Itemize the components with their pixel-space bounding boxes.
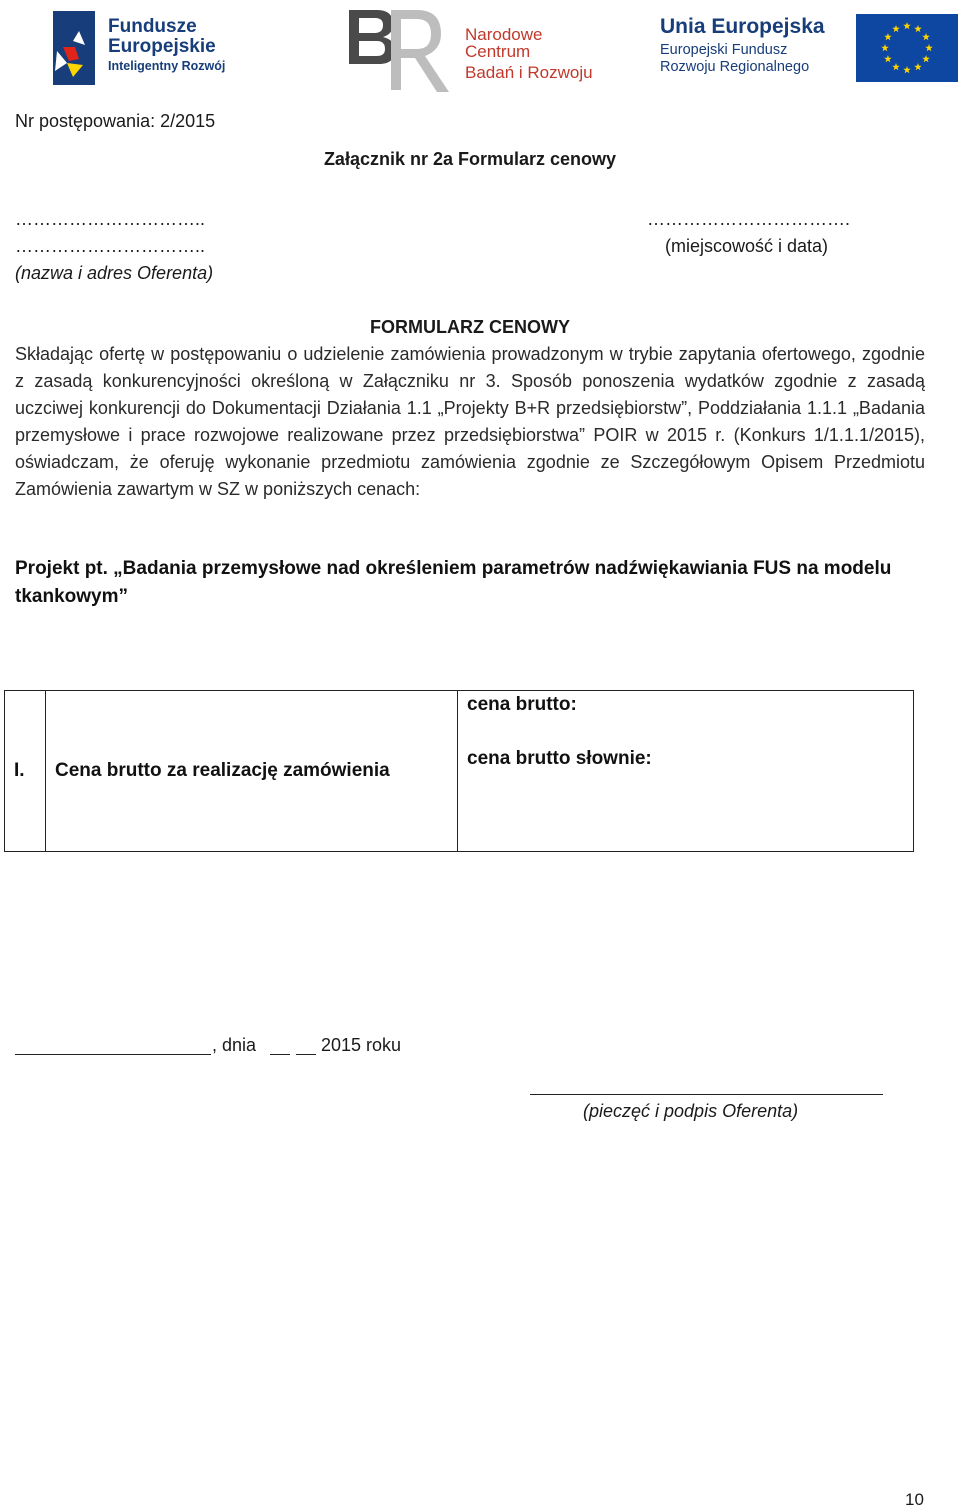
month-blank-line xyxy=(296,1054,316,1055)
price-table xyxy=(4,690,914,852)
fundusze-europejskie-mark-icon xyxy=(53,11,95,85)
eu-flag-icon xyxy=(856,14,958,82)
page-number: 10 xyxy=(905,1490,924,1509)
stamp-signature-label: (pieczęć i podpis Oferenta) xyxy=(583,1101,799,1121)
annex-title: Załącznik nr 2a Formularz cenowy xyxy=(323,149,617,169)
place-date-label: (miejscowość i data) xyxy=(665,236,829,256)
fe-logo-line1: Fundusze xyxy=(108,16,197,37)
eu-logo-line3: Rozwoju Regionalnego xyxy=(660,58,810,75)
ncbr-logo xyxy=(345,4,605,94)
year-text: 2015 roku xyxy=(321,1035,402,1055)
day-blank-line xyxy=(270,1054,290,1055)
gross-price-label: cena brutto: xyxy=(467,694,577,715)
price-table-price-cell[interactable] xyxy=(457,691,913,851)
form-declaration-paragraph: Składając ofertę w postępowaniu o udzielenie zamówienia prowadzonym w trybie zapytania ofertowego, zgodnie z zasadą konkurencyjności określoną w Załączniku nr 3. Sposób ponoszenia wydatków zgodnie z zasadą uczciwej konkurencji do Dokumentacji Działania 1.1 „Projekty B+R przedsiębiorstw”, Poddziałania 1.1.1 „Badania przemysłowe i prace rozwojowe realizowane przez przedsiębiorstwa” POIR w 2015 r. (Konkurs 1/1.1.1/2015), oświadczam, że oferuję wykonanie przedmiotu zamówienia zgodnie ze Szczegółowym Opisem Przedmiotu Zamówienia zawartym w SZ w poniższych cenach: xyxy=(15,344,925,499)
place-signature-line xyxy=(15,1054,211,1055)
fundusze-europejskie-logo xyxy=(50,8,245,86)
eu-logo-line2: Europejski Fundusz xyxy=(660,42,788,58)
proceeding-number: Nr postępowania: 2/2015 xyxy=(15,111,216,131)
place-date-dots: ……………………………. xyxy=(647,209,851,229)
price-table-number-cell xyxy=(5,691,46,851)
ncbr-logo-line2: Badań i Rozwoju xyxy=(465,63,593,82)
fe-logo-line3: Inteligentny Rozwój xyxy=(108,59,226,73)
bidder-dots-line1: ………………………….. xyxy=(15,209,206,229)
ncbr-logo-line1: Narodowe Centrum xyxy=(465,25,543,61)
form-title: FORMULARZ CENOWY xyxy=(370,317,570,337)
price-table-description: Cena brutto za realizację zamówienia xyxy=(55,760,390,781)
bidder-name-address-label: (nazwa i adres Oferenta) xyxy=(15,263,214,283)
signature-line xyxy=(530,1094,883,1095)
fe-logo-line2: Europejskie xyxy=(108,36,216,57)
date-line-text: , dnia xyxy=(212,1035,257,1055)
price-table-row-number: I. xyxy=(14,760,25,781)
price-table-description-cell xyxy=(45,691,458,851)
project-title: Projekt pt. „Badania przemysłowe nad określeniem parametrów nadźwiękawiania FUS na modelu tkankowym” xyxy=(15,558,892,607)
gross-price-words-label: cena brutto słownie: xyxy=(467,748,652,769)
eu-logo xyxy=(660,12,960,84)
ncbr-monogram-icon xyxy=(345,4,463,94)
eu-logo-line1: Unia Europejska xyxy=(660,15,825,38)
bidder-dots-line2: ………………………….. xyxy=(15,236,206,256)
